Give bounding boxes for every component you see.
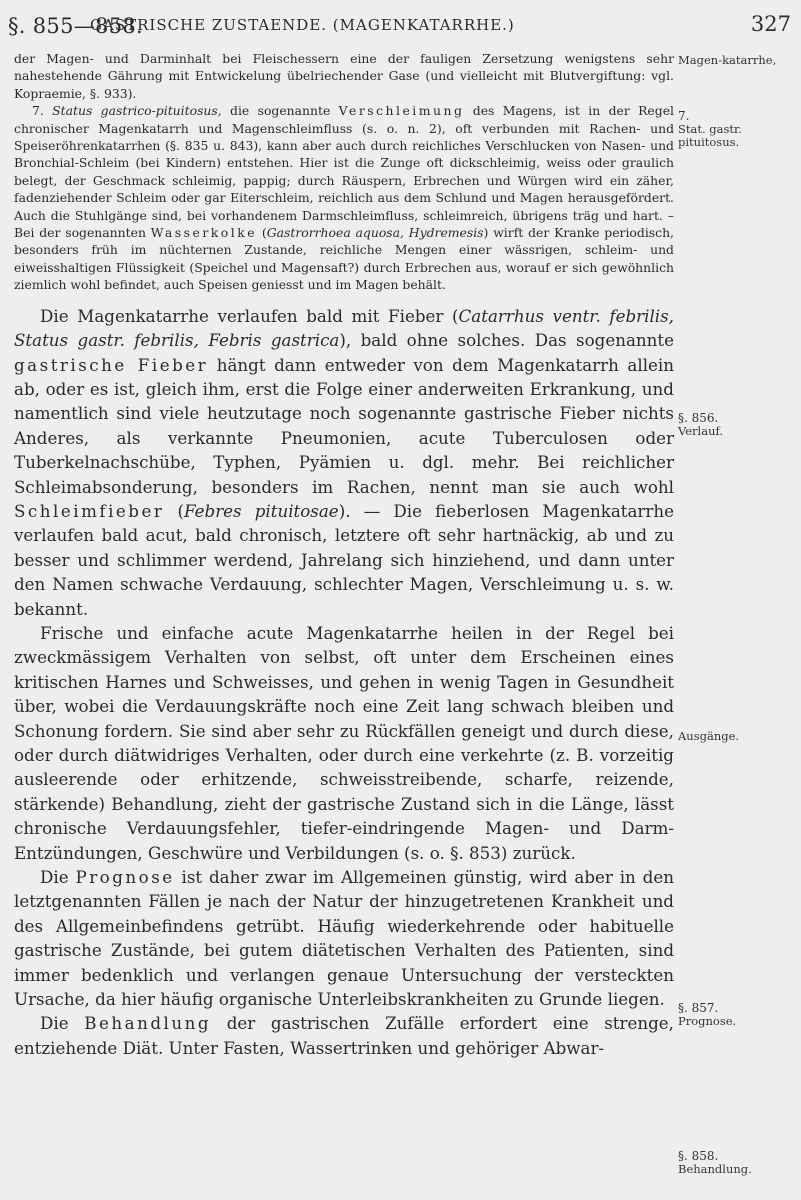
text-run: hängt dann entweder von dem Magenkatarrh allein ab, oder es ist, gleich ihm, erst die Folge einer anderweiten Erkrankung, und namentlich sind viele heutzutage noch sogenannte gastrische Fieber nichts Anderes, als verkannte Pneumonien, acute Tuberculosen oder Tuberkelnachschübe, Typhen, Pyämien u. dgl. mehr. Bei reichlicher Schleimabsonderung, besonders im Rachen, nennt man sie auch wohl: [14, 354, 674, 497]
text-run: Die: [40, 1013, 85, 1034]
text-run: ). — Die fieberlosen Magenkatarrhe verlaufen bald acut, bald chronisch, letztere oft sehr hartnäckig, ab und zu besser und schlimmer werdend, Jahrelang sich hinziehend, und dann unter den Namen schwache Verdauung, schlechter Magen, Verschleimung u. s. w. bekannt.: [14, 500, 674, 619]
margin-note-prognose: [678, 1002, 793, 1028]
item-title: Status gastrico-pituitosus,: [52, 103, 222, 119]
margin-note-text: Verlauf.: [678, 424, 723, 438]
text-run: der gastrischen Zufälle erfordert eine strenge, entziehende Diät. Unter Fasten, Wassertrinken und gehöriger Abwar-: [14, 1013, 674, 1058]
latin-term: Febres pituitosae: [183, 500, 339, 521]
margin-note-text: Ausgänge.: [678, 729, 740, 743]
term-prognose: Prognose: [75, 867, 175, 888]
margin-note-number: §. 856.: [678, 411, 719, 425]
running-title: GASTRISCHE ZUSTAENDE. (MAGENKATARRHE.): [90, 16, 515, 34]
margin-note-text: Prognose.: [678, 1014, 737, 1028]
term-verschleimung: Verschleimung: [338, 103, 465, 119]
margin-note-text: Behandlung.: [678, 1162, 752, 1176]
margin-note-text: Magen-katarrhe,: [678, 53, 777, 67]
text-run: des Magens, ist in der Regel chronischer Magenkatarrh und Magenschleimfluss (s. o. n. 2), oft verbunden mit Rachen- und Speiseröhrenkatarrhen (§. 835 u. 843), kann aber auch durch reichliches Verschlucken von Nasen- und Bronchial-Schleim (bei Kindern) entstehen. Hier ist die Zunge oft dickschleimig, weiss oder graulich belegt, der Geschmack schleimig, pappig; durch Räuspern, Erbrechen und Würgen wird ein zäher, fadenziehender Schleim oder gar Eiterschleim, reichlich aus dem Schlund und Magen herausgefördert. Auch die Stuhlgänge sind, bei vorhandenem Darmschleimfluss, schleimreich, übrigens träg und hart. – Bei der sogenannten: [14, 103, 674, 241]
item-number: 7.: [32, 103, 44, 119]
text-run: (: [164, 500, 184, 521]
margin-note-number: §. 857.: [678, 1001, 719, 1015]
text-run: Die: [40, 867, 76, 888]
page-number: 327: [750, 12, 791, 36]
margin-note-number: §. 858.: [678, 1149, 719, 1163]
latin-term: Catarrhus ventr. febrilis, Status gastr. febrilis, Febris gastrica: [14, 305, 674, 351]
paragraph-behandlung: [14, 1011, 674, 1060]
text-run: ) wirft der Kranke periodisch, besonders früh im nüchternen Zustande, reichliche Mengen einer wässrigen, schleim- und eiweisshaltigen Flüssigkeit (Speichel und Magensaft?) durch Erbrechen aus, worauf er sich gewöhnlich ziemlich wohl befindet, auch Speisen geniesst und im Magen behält.: [14, 225, 674, 293]
text-run: die sogenannte: [221, 103, 339, 119]
paragraph-ausgaenge: Frische und einfache acute Magenkatarrhe heilen in der Regel bei zweckmässigem Verhalten von selbst, oft unter dem Erscheinen eines kritischen Harnes und Schweisses, und gehen in wenig Tagen in Gesundheit über, wobei die Verdauungskräfte noch eine Zeit lang schwach bleiben und Schonung fordern. Sie sind aber sehr zu Rückfällen geneigt und durch diese, oder durch diätwidriges Verhalten, oder durch eine verkehrte (z. B. vorzeitig ausleerende oder erhitzende, schweisstreibende, scharfe, reizende, stärkende) Behandlung, zieht der gastrische Zustand sich in die Länge, lässt chronische Verdauungsfehler, tiefer-eindringende Magen- und Darm-Entzündungen, Geschwüre und Verbildungen (s. o. §. 853) zurück.: [14, 622, 674, 863]
term-schleimfieber: Schleimfieber: [14, 500, 165, 521]
margin-note-stat-gastr: [678, 110, 793, 149]
paragraph-continuation: der Magen- und Darminhalt bei Fleischessern eine der fauligen Zersetzung wenigstens sehr nahestehende Gährung mit Entwickelung übelriechender Gase (und vielleicht mit Blutvergiftung: vgl. Kopraemie, §. 933).: [14, 51, 674, 101]
paragraph-prognose: [14, 865, 674, 1011]
text-run: ), bald ohne solches. Das sogenannte: [339, 330, 674, 351]
term-wasserkolke: Wasserkolke: [150, 225, 258, 241]
running-header: [8, 6, 793, 44]
body-text: [14, 50, 674, 1060]
margin-note-behandlung: [678, 1150, 793, 1176]
margin-note-ausgaenge: [678, 730, 793, 743]
text-run: Die Magenkatarrhe verlaufen bald mit Fieber (: [40, 305, 459, 326]
paragraph-verlauf: [14, 304, 674, 621]
margin-note-text: Stat. gastr. pituitosus.: [678, 122, 742, 149]
margin-note-verlauf: [678, 412, 793, 438]
term-gastrisches-fieber: gastrische Fieber: [14, 354, 209, 375]
paragraph-status-pituitosus: [14, 102, 674, 293]
section-range: §. 855—858.: [8, 14, 143, 38]
text-run: ist daher zwar im Allgemeinen günstig, wird aber in den letztgenannten Fällen je nach der Natur der hinzugetretenen Krankheit und des Allgemeinbefindens getrübt. Häufig wiederkehrende oder habituelle gastrische Zustände, bei gutem diätetischen Verhalten des Patienten, sind immer bedenklich und verlangen genaue Untersuchung der versteckten Ursache, da hier häufig organische Unterleibskrankheiten zu Grunde liegen.: [14, 867, 674, 1010]
text-run: (: [257, 225, 267, 241]
latin-term: Gastrorrhoea aquosa, Hydremesis: [266, 225, 484, 241]
margin-note-number: 7.: [678, 109, 690, 123]
term-behandlung: Behandlung: [84, 1013, 212, 1034]
margin-note-magenkatarrhe: [678, 54, 793, 67]
